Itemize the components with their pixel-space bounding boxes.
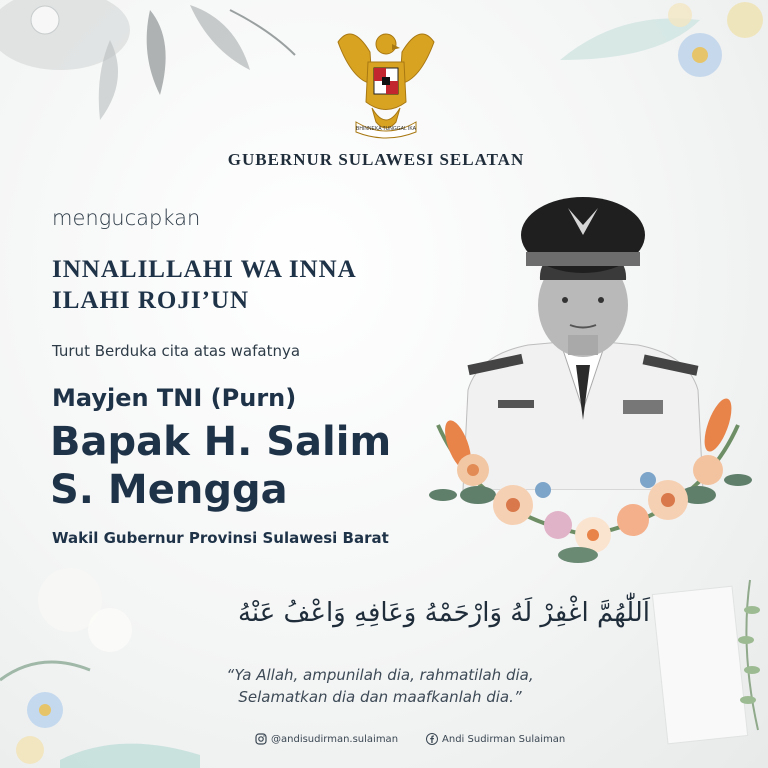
arabic-prayer: اَللّٰهُمَّ اغْفِرْ لَهُ وَارْحَمْهُ وَعَافِهِ وَاعْفُ عَنْهُ (237, 598, 651, 628)
prayer-translation (180, 664, 580, 708)
facebook-name: Andi Sudirman Sulaiman (442, 733, 566, 745)
garuda-pancasila-emblem (330, 22, 442, 140)
floral-wreath (418, 385, 758, 570)
condolence-line-1: INNALILLAHI WA INNA (52, 256, 357, 283)
deceased-name-line-2: S. Mengga (50, 467, 288, 513)
sympathy-text: Turut Berduka cita atas wafatnya (52, 342, 301, 360)
prayer-translation-line-2: Selamatkan dia dan maafkanlah dia.” (238, 688, 522, 706)
facebook-link[interactable] (426, 733, 565, 745)
facebook-icon (426, 733, 438, 745)
intro-text: mengucapkan (52, 206, 201, 230)
condolence-heading (52, 254, 432, 316)
deceased-name-line-1: Bapak H. Salim (50, 419, 392, 465)
bottom-right-leaves-decoration (640, 560, 768, 768)
emblem-motto: BHINNEKA TUNGGAL IKA (355, 126, 417, 132)
bottom-left-flowers-decoration (0, 560, 200, 768)
top-right-flowers-decoration (560, 0, 768, 110)
instagram-icon (255, 733, 267, 745)
instagram-handle: @andisudirman.sulaiman (271, 733, 399, 745)
deceased-rank: Mayjen TNI (Purn) (52, 384, 297, 412)
top-left-leaves-decoration (0, 0, 300, 130)
governor-title: GUBERNUR SULAWESI SELATAN (227, 150, 525, 169)
social-footer (255, 733, 565, 745)
deceased-position: Wakil Gubernur Provinsi Sulawesi Barat (52, 529, 389, 547)
instagram-link[interactable] (255, 733, 398, 745)
condolence-line-2: ILAHI ROJI’UN (52, 287, 250, 314)
prayer-translation-line-1: “Ya Allah, ampunilah dia, rahmatilah dia, (226, 666, 534, 684)
deceased-name (50, 418, 440, 514)
